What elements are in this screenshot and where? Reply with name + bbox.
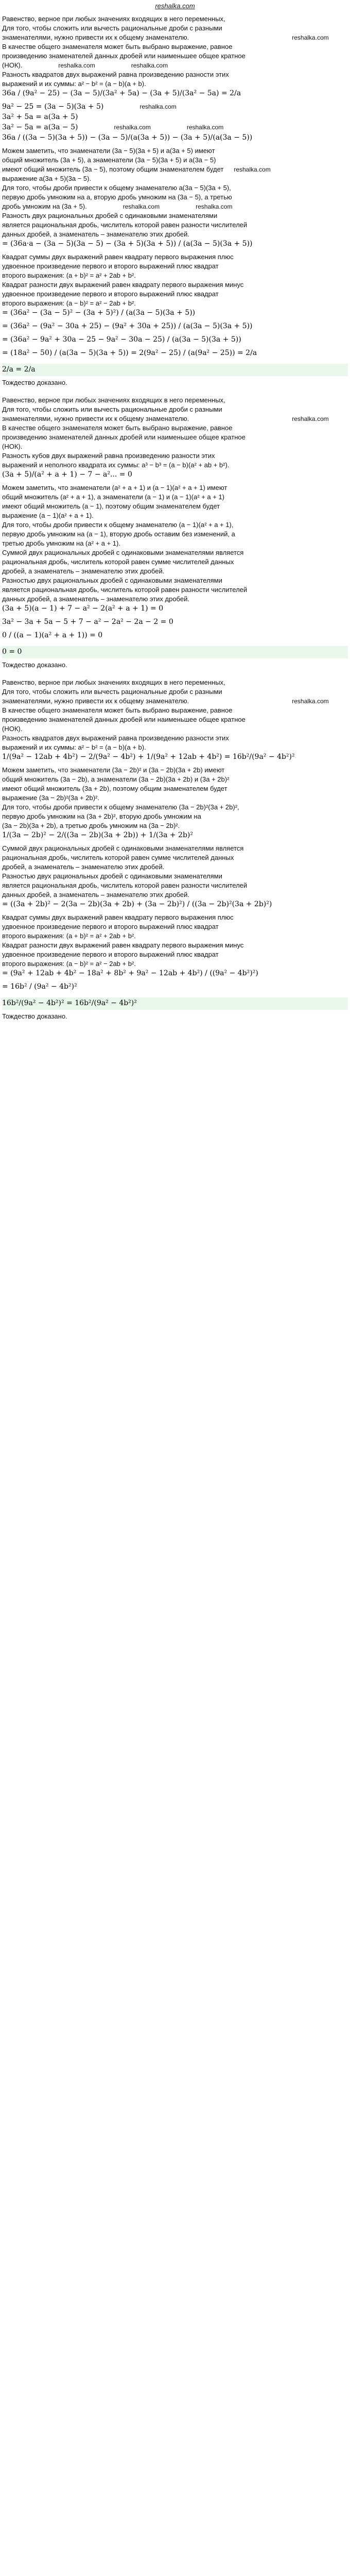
step-text: выражений и их суммы: a² − b² = (a − b)(a + b).: [2, 80, 146, 88]
identity-result: 16b²/(9a² − 4b²)² = 16b²/(9a² − 4b²)²: [2, 997, 348, 1010]
step-text: данных дробей, а знаменатель – знаменателю этих дробей.: [2, 230, 189, 238]
formula: 3a² − 3a + 5a − 5 + 7 − a² − 2a² − 2a − 2 = 0: [2, 618, 173, 626]
step-text: знаменателями, нужно привести их к общему знаменателю. reshalka.com: [2, 415, 329, 422]
step-text: В качестве общего знаменателя может быть выбрано выражение, равное: [2, 43, 233, 50]
step-text: третью дробь умножим на (a² + a + 1).: [2, 539, 120, 547]
step-text: Квадрат суммы двух выражений равен квадрату первого выражения плюс: [2, 253, 234, 261]
watermark: reshalka.com: [292, 34, 329, 41]
step-text: Разность кубов двух выражений равна произведению разности этих: [2, 452, 215, 460]
formula: = ((3a + 2b)² − 2(3a − 2b)(3a + 2b) + (3a − 2b)²) / ((3a − 2b)²(3a + 2b)²): [2, 900, 272, 908]
step-text: удвоенное произведение первого и второго выражений плюс квадрат: [2, 951, 219, 958]
step-text: выражений и их суммы: a² − b² = (a − b)(a + b).: [2, 743, 146, 751]
step-text: Разность квадратов двух выражений равна произведению разности этих: [2, 71, 229, 78]
proof-section-1: [2, 14, 348, 387]
formula: = 16b² / (9a² − 4b²)²: [2, 982, 77, 991]
step-text: Квадрат разности двух выражений равен квадрату первого выражения минус: [2, 281, 244, 289]
proof-section-3: [2, 678, 348, 1021]
step-text: второго выражения: (a + b)² = a² + 2ab + b².: [2, 272, 136, 279]
step-text: первую дробь умножим на a, вторую дробь умножим на (3a − 5), а третью: [2, 193, 232, 201]
formula: = (36a² − (3a − 5)² − (3a + 5)²) / (a(3a − 5)(3a + 5)): [2, 309, 196, 317]
step-text: рациональная дробь, числитель которой равен сумме числителей данных: [2, 854, 234, 861]
section-intro: Равенство, верное при любых значениях входящих в него переменных,: [2, 15, 225, 23]
step-text: является рациональная дробь, числитель которой равен разности числителей: [2, 221, 248, 229]
formula: 1/(3a − 2b)² − 2/((3a − 2b)(3a + 2b)) + 1/(3a + 2b)²: [2, 831, 193, 839]
section-intro: Равенство, верное при любых значениях входящих в него переменных,: [2, 396, 225, 404]
formula: = (36a² − 9a² + 30a − 25 − 9a² − 30a − 25) / (a(3a − 5)(3a + 5)): [2, 335, 241, 344]
step-text: (НОК).: [2, 725, 23, 733]
step-text: Разность двух рациональных дробей с одинаковыми знаменателями: [2, 212, 218, 219]
step-text: рациональная дробь, числитель которой равен сумме числителей данных: [2, 558, 234, 566]
step-text: Разность квадратов двух выражений равна произведению разности этих: [2, 734, 229, 742]
conclusion: Тождество доказано.: [2, 661, 67, 669]
step-text: второго выражения: (a − b)² = a² − 2ab + b².: [2, 299, 136, 307]
step-text: знаменателями, нужно привести их к общему знаменателю. reshalka.com: [2, 697, 329, 705]
step-text: Для того, чтобы дроби привести к общему знаменателю (a − 1)(a² + a + 1),: [2, 521, 234, 529]
step-text: В качестве общего знаменателя может быть выбрано выражение, равное: [2, 424, 233, 432]
step-text: Суммой двух рациональных дробей с одинаковыми знаменателями является: [2, 844, 244, 852]
watermark: reshalka.com: [292, 415, 329, 422]
step-text: общий множитель (a² + a + 1), а знаменатели (a − 1) и (a − 1)(a² + a + 1): [2, 493, 225, 501]
step-text: Для того, чтобы сложить или вычесть рациональные дроби с разными: [2, 24, 222, 32]
formula: 1/(9a² − 12ab + 4b²) − 2/(9a² − 4b²) + 1/(9a² + 12ab + 4b²) = 16b²/(9a² − 4b²)²: [2, 753, 295, 761]
step-text: имеют общий множитель (3a − 5), поэтому общим знаменателем будет reshalka.com: [2, 165, 271, 173]
formula: = (18a² − 50) / (a(3a − 5)(3a + 5)) = 2(9a² − 25) / (a(9a² − 25)) = 2/a: [2, 349, 257, 357]
formula: 36a / ((3a − 5)(3a + 5)) − (3a − 5)/(a(3a + 5)) − (3a + 5)/(a(3a − 5)): [2, 133, 253, 142]
formula: 0 / ((a − 1)(a² + a + 1)) = 0: [2, 631, 103, 639]
step-text: является рациональная дробь, числитель которой равен разности числителей: [2, 882, 248, 889]
formula: 3a² − 5a = a(3a − 5) reshalka.com reshalka.com: [2, 123, 224, 131]
step-text: дробь умножим на (3a + 5). reshalka.com reshalka.com: [2, 202, 233, 210]
step-text: удвоенное произведение первого и второго выражений плюс квадрат: [2, 262, 219, 270]
footer-space: [2, 1021, 348, 1042]
step-text: Можем заметить, что знаменатели (3a − 2b)² и (3a − 2b)(3a + 2b) имеют: [2, 766, 225, 774]
step-text: (3a − 2b)(3a + 2b), а третью дробь умножим на (3a − 2b)².: [2, 822, 180, 829]
step-text: Для того, чтобы сложить или вычесть рациональные дроби с разными: [2, 688, 222, 696]
watermark: reshalka.com: [139, 103, 177, 110]
step-text: данных дробей, а знаменатель – знаменателю этих дробей.: [2, 595, 189, 603]
step-text: выражение (a − 1)(a² + a + 1).: [2, 512, 94, 519]
step-text: Суммой двух рациональных дробей с одинаковыми знаменателями является: [2, 549, 244, 556]
watermark: reshalka.com: [114, 124, 151, 131]
section-intro: Равенство, верное при любых значениях входящих в него переменных,: [2, 679, 225, 686]
step-text: данных дробей, а знаменатель – знаменателю этих дробей.: [2, 891, 189, 899]
watermark: reshalka.com: [186, 124, 224, 131]
step-text: выражение a(3a + 5)(3a − 5).: [2, 175, 92, 182]
section-gap: [2, 387, 348, 393]
step-text: является рациональная дробь, числитель которой равен разности числителей: [2, 586, 248, 594]
step-text: В качестве общего знаменателя может быть выбрано выражение, равное: [2, 706, 233, 714]
step-text: знаменателями, нужно привести их к общему знаменателю. reshalka.com: [2, 33, 329, 41]
step-text: Можем заметить, что знаменатели (a² + a + 1) и (a − 1)(a² + a + 1) имеют: [2, 484, 227, 492]
watermark: reshalka.com: [122, 203, 160, 210]
step-text: второго выражения: (a + b)² = a² + 2ab + b².: [2, 932, 136, 940]
step-text: произведению знаменателей данных дробей или наименьшее общее кратное: [2, 716, 246, 723]
step-text: произведению знаменателей данных дробей или наименьшее общее кратное: [2, 52, 246, 60]
watermark: reshalka.com: [292, 698, 329, 705]
formula: = (9a² + 12ab + 4b² − 18a² + 8b² + 9a² − 12ab + 4b²) / ((9a² − 4b²)²): [2, 969, 258, 977]
step-text: первую дробь умножим на (a − 1), вторую дробь оставим без изменений, а: [2, 530, 235, 538]
formula: (3a + 5)/(a² + a + 1) − 7 − a²... = 0: [2, 470, 132, 479]
formula: = (36a² − (9a² − 30a + 25) − (9a² + 30a + 25)) / (a(3a − 5)(3a + 5)): [2, 322, 253, 330]
step-text: второго выражения: (a − b)² = a² − 2ab + b².: [2, 960, 136, 968]
step-text: Разностью двух рациональных дробей с одинаковыми знаменателями: [2, 872, 222, 880]
step-text: удвоенное произведение первого и второго выражений плюс квадрат: [2, 923, 219, 930]
proof-section-2: [2, 396, 348, 670]
step-text: (НОК).: [2, 443, 23, 450]
watermark: reshalka.com: [131, 62, 168, 69]
watermark: reshalka.com: [58, 62, 95, 69]
step-text: произведению знаменателей данных дробей или наименьшее общее кратное: [2, 433, 246, 441]
identity-result: 2/a = 2/a: [2, 364, 348, 376]
step-text: имеют общий множитель (3a + 2b), поэтому общим знаменателем будет: [2, 785, 227, 792]
watermark: reshalka.com: [234, 166, 271, 173]
step-text: Квадрат разности двух выражений равен квадрату первого выражения минус: [2, 941, 244, 949]
step-text: (НОК). reshalka.com reshalka.com: [2, 61, 168, 69]
step-text: дробей, а знаменатель – знаменателю этих дробей.: [2, 567, 165, 575]
watermark: reshalka.com: [196, 203, 233, 210]
step-text: выражение (3a − 2b)²(3a + 2b)².: [2, 794, 99, 802]
formula: (3a + 5)(a − 1) + 7 − a² − 2(a² + a + 1) = 0: [2, 604, 164, 613]
conclusion: Тождество доказано.: [2, 1012, 67, 1020]
step-text: Квадрат суммы двух выражений равен квадрату первого выражения плюс: [2, 913, 234, 921]
step-text: Для того, чтобы сложить или вычесть рациональные дроби с разными: [2, 405, 222, 413]
formula: 36a / (9a² − 25) − (3a − 5)/(3a² + 5a) − (3a + 5)/(3a² − 5a) = 2/a: [2, 89, 241, 97]
step-text: удвоенное произведение первого и второго выражений плюс квадрат: [2, 290, 219, 298]
step-text: первую дробь умножим на (3a + 2b)², вторую дробь умножим на: [2, 812, 201, 820]
step-text: Разностью двух рациональных дробей с одинаковыми знаменателями: [2, 577, 222, 584]
step-text: Для того, чтобы дроби привести к общему знаменателю a(3a − 5)(3a + 5),: [2, 184, 231, 192]
formula: = (36a·a − (3a − 5)(3a − 5) − (3a + 5)(3a + 5)) / (a(3a − 5)(3a + 5)): [2, 240, 253, 248]
identity-result: 0 = 0: [2, 646, 348, 658]
step-text: общий множитель (3a + 5), а знаменатели (3a − 5)(3a + 5) и a(3a − 5): [2, 156, 216, 164]
step-text: дробей, а знаменатель – знаменателю этих дробей.: [2, 863, 165, 871]
step-text: Для того, чтобы дроби привести к общему знаменателю (3a − 2b)²(3a + 2b)²,: [2, 803, 239, 811]
conclusion: Тождество доказано.: [2, 379, 67, 386]
step-text: общий множитель (3a − 2b), а знаменатели (3a − 2b)(3a + 2b) и (3a + 2b)²: [2, 775, 230, 783]
formula: 3a² + 5a = a(3a + 5): [2, 113, 78, 121]
formula: 9a² − 25 = (3a − 5)(3a + 5) reshalka.com: [2, 103, 177, 111]
step-text: Можем заметить, что знаменатели (3a − 5)(3a + 5) и a(3a + 5) имеют: [2, 147, 215, 155]
section-gap: [2, 670, 348, 675]
site-header[interactable]: reshalka.com: [155, 2, 195, 10]
step-text: выражений и неполного квадрата их суммы: a³ − b³ = (a − b)(a² + ab + b²).: [2, 461, 230, 469]
step-text: имеют общий множитель (a − 1), поэтому общим знаменателем будет: [2, 502, 220, 510]
